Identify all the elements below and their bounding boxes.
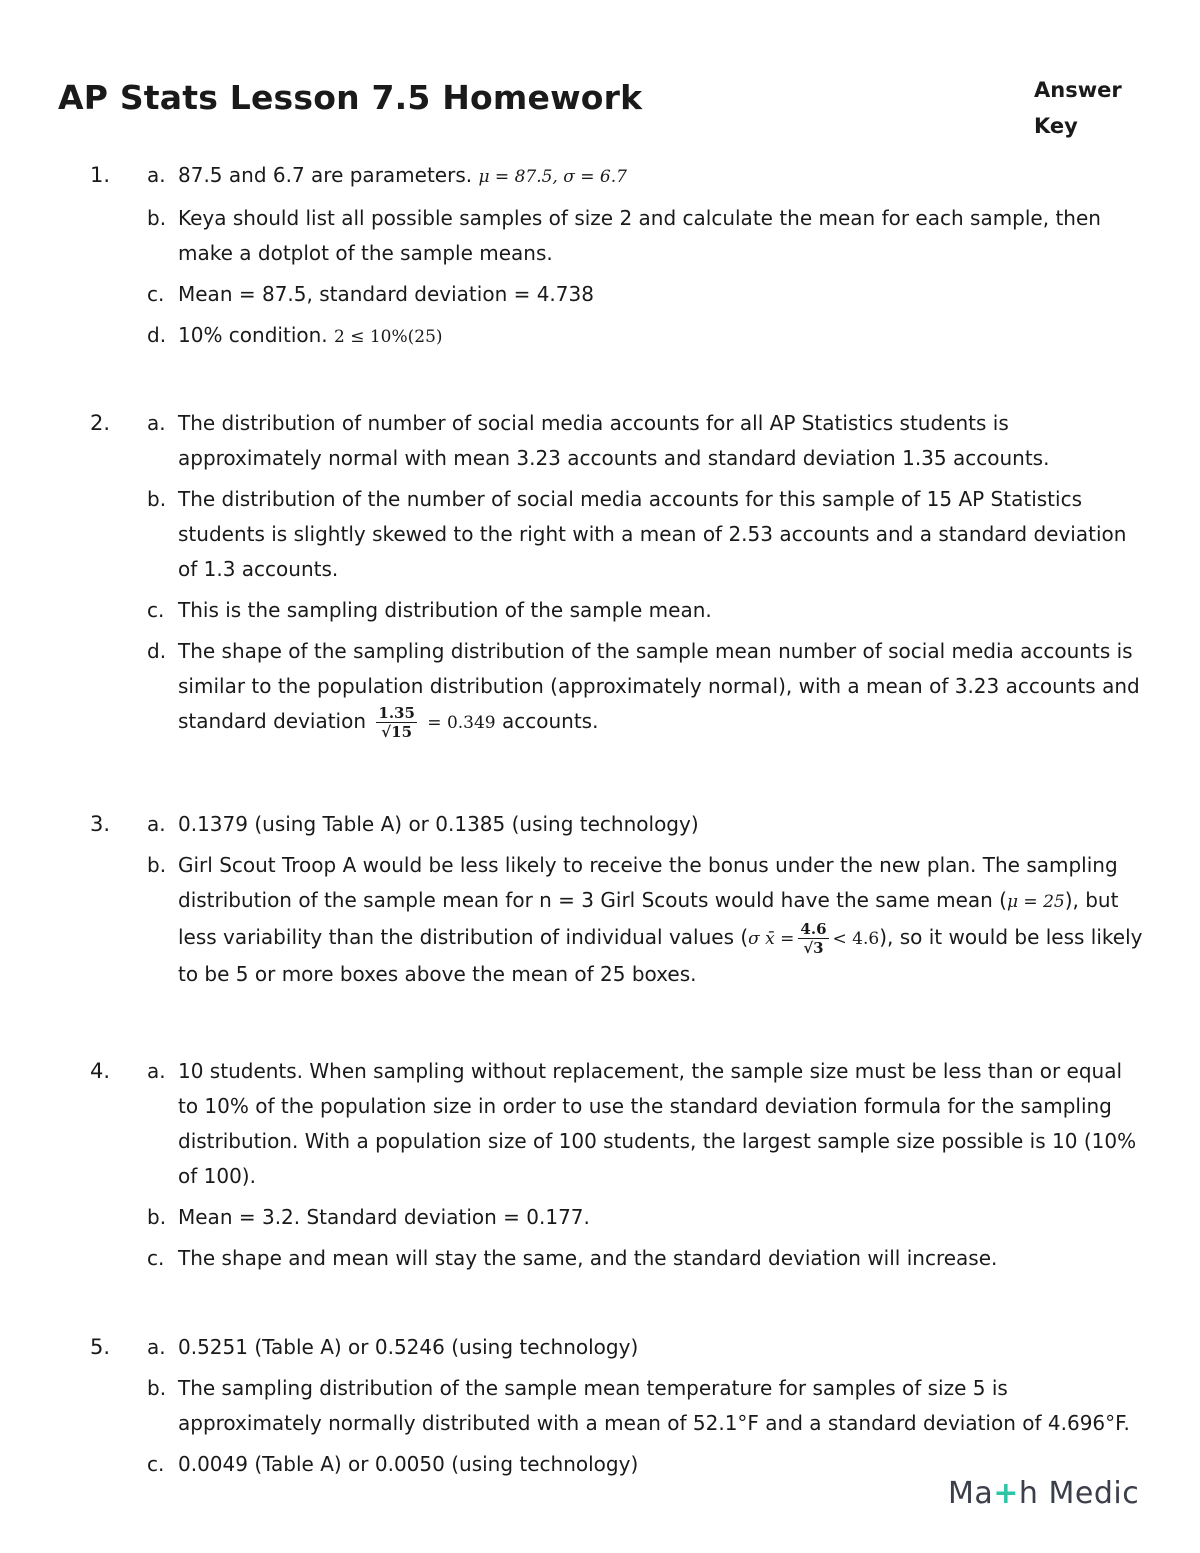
question-number: 2. [90,411,111,435]
part-text: 87.5 and 6.7 are parameters. [178,163,473,187]
part-label: c. [147,282,165,306]
part-1d [147,318,1147,355]
question-4 [0,1054,1200,1282]
question-5 [0,1330,1200,1488]
part-label: a. [147,411,166,435]
math-expression: μ = 25 [1006,892,1065,912]
part-text: Mean = 3.2. Standard deviation = 0.177. [178,1205,590,1229]
part-text: Keya should list all possible samples of size 2 and calculate the mean for each sample, then make a dotplot of the sample means. [178,206,1101,265]
part-4b [147,1200,1147,1235]
part-text: 0.1379 (using Table A) or 0.1385 (using technology) [178,812,699,836]
fraction [376,704,417,741]
question-3 [0,807,1200,998]
question-1 [0,158,1200,361]
answer-key-label: Answer Key [1034,78,1122,138]
part-text: This is the sampling distribution of the sample mean. [178,598,712,622]
fraction-denominator: √15 [381,723,413,741]
question-number: 5. [90,1335,111,1359]
part-label: c. [147,1246,165,1270]
part-text: The shape and mean will stay the same, and the standard deviation will increase. [178,1246,998,1270]
part-text: The distribution of number of social media accounts for all AP Statistics students is approximately normal with mean 3.23 accounts and standard deviation 1.35 accounts. [178,411,1050,470]
fraction-numerator: 1.35 [378,704,415,722]
part-label: a. [147,163,166,187]
plus-icon: + [993,1476,1019,1511]
part-label: d. [147,323,167,347]
part-label: b. [147,1376,167,1400]
question-2 [0,406,1200,747]
fraction [798,920,828,957]
fraction-numerator: 4.6 [800,920,827,938]
part-1c [147,277,1147,312]
part-label: b. [147,853,167,877]
part-text: The sampling distribution of the sample mean temperature for samples of size 5 is approximately normally distributed with a mean of 52.1°F and a standard deviation of 4.696°F. [178,1376,1130,1435]
part-5a [147,1330,1147,1365]
part-3b [147,848,1147,992]
part-label: b. [147,487,167,511]
question-number: 1. [90,163,111,187]
question-number: 4. [90,1059,111,1083]
part-2d [147,634,1147,741]
part-4c [147,1241,1147,1276]
part-label: a. [147,1059,166,1083]
part-text-after: accounts. [501,709,599,733]
part-2c [147,593,1147,628]
part-text: ), so it would be less likely to be 5 or more boxes above the mean of 25 boxes. [178,925,1143,986]
part-label: a. [147,1335,166,1359]
part-text: Girl Scout Troop A would be less likely to receive the bonus under the new plan. The sampling distribution of the sample mean for n = 3 Girl Scouts would have the same mean ( [178,853,1118,912]
part-text: 10% condition. [178,323,328,347]
part-label: b. [147,1205,167,1229]
part-text: The distribution of the number of social media accounts for this sample of 15 AP Statistics students is slightly skewed to the right with a mean of 2.53 accounts and a standard deviation of 1.3 accounts. [178,487,1127,581]
math-expression: = 0.349 [427,713,496,733]
part-2a [147,406,1147,476]
part-text: The shape of the sampling distribution of the sample mean number of social media accounts is similar to the population distribution (approximately normal), with a mean of 3.23 accounts and standard deviation [178,639,1140,733]
fraction-denominator: √3 [803,939,824,957]
brand-logo: Ma+h Medic [948,1476,1140,1511]
part-label: c. [147,1452,165,1476]
math-expression: 2 ≤ 10%(25) [334,327,443,347]
part-label: b. [147,206,167,230]
part-label: c. [147,598,165,622]
part-1b [147,201,1147,271]
part-text: 10 students. When sampling without replacement, the sample size must be less than or equal to 10% of the population size in order to use the standard deviation formula for the sampling distribution. With a population size of 100 students, the largest sample size possible is 10 (10% of 100). [178,1059,1137,1188]
part-1a [147,158,1147,195]
question-number: 3. [90,812,111,836]
math-expression: < 4.6 [832,929,880,949]
page-title: AP Stats Lesson 7.5 Homework [58,78,643,117]
part-text: Mean = 87.5, standard deviation = 4.738 [178,282,594,306]
part-3a [147,807,1147,842]
math-expression: σ x̄ = [748,929,795,949]
part-label: a. [147,812,166,836]
part-text: 0.5251 (Table A) or 0.5246 (using technology) [178,1335,639,1359]
part-5b [147,1371,1147,1441]
math-expression: μ = 87.5, σ = 6.7 [478,167,627,187]
part-4a [147,1054,1147,1194]
part-text: 0.0049 (Table A) or 0.0050 (using technology) [178,1452,639,1476]
part-label: d. [147,639,167,663]
part-text: ), but less variability than the distribution of individual values ( [178,888,1119,949]
part-2b [147,482,1147,587]
